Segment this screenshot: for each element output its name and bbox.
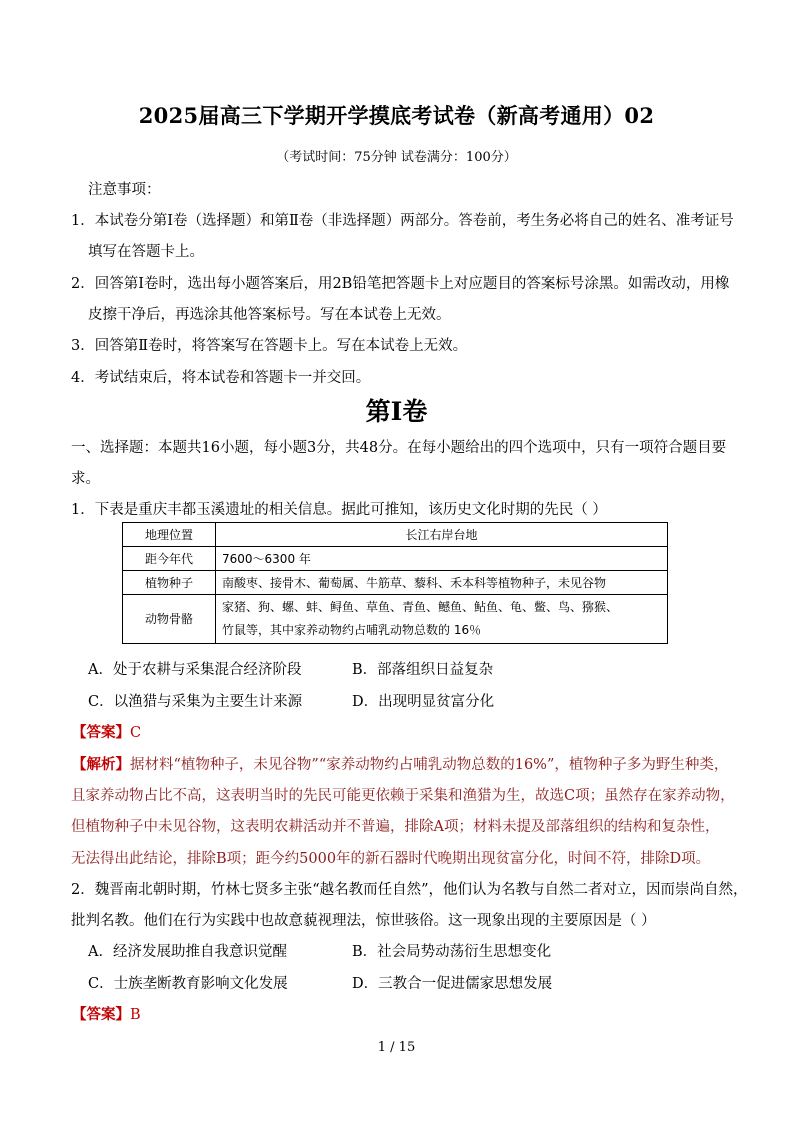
table-row: [123, 523, 668, 547]
notes-heading: 注意事项：: [88, 182, 161, 198]
q2-option-b: B．社会局势动荡衍生思想变化: [352, 944, 552, 960]
question-1-stem: 1．下表是重庆丰都玉溪遗址的相关信息。据此可推知，该历史文化时期的先民（ ）: [71, 502, 607, 518]
q1-analysis-line-2: 且家养动物占比不高，这表明当时的先民可能更依赖于采集和渔猎为生，故选C项；虽然存在家养动物，: [71, 788, 735, 804]
q2-option-c: C．士族垄断教育影响文化发展: [88, 976, 288, 992]
note-item-1-cont: 填写在答题卡上。: [88, 244, 204, 260]
question-2-stem: 2．魏晋南北朝时期，竹林七贤多主张“越名教而任自然”，他们认为名教与自然二者对立，因而崇尚自然，: [71, 882, 748, 898]
q1-analysis-line-1: [72, 753, 728, 774]
table-cell-label: 地理位置: [123, 523, 216, 547]
q1-analysis-line-4: 无法得出此结论，排除B项；距今约5000年的新石器时代晚期出现贫富分化，时间不符，排除D项。: [71, 851, 711, 867]
table-cell-value: 长江右岸台地: [216, 523, 668, 547]
q1-option-d: D．出现明显贫富分化: [352, 694, 495, 710]
q1-option-a: A．处于农耕与采集混合经济阶段: [88, 662, 302, 678]
exam-info: （考试时间：75分钟 试卷满分：100分）: [276, 150, 517, 165]
note-item-2-cont: 皮擦干净后，再选涂其他答案标号。写在本试卷上无效。: [88, 307, 451, 323]
table-row: [123, 595, 668, 644]
q1-analysis-line-3: 但植物种子中未见谷物，这表明农耕活动并不普遍，排除A项；材料未提及部落组织的结构和复杂性，: [71, 819, 720, 835]
answer-value: C: [130, 725, 142, 741]
analysis-tag: 【解析】: [72, 756, 130, 773]
note-item-1: 1．本试卷分第Ⅰ卷（选择题）和第Ⅱ卷（非选择题）两部分。答卷前，考生务必将自己的姓名、准考证号: [71, 213, 734, 229]
section-intro: 一、选择题：本题共16小题，每小题3分，共48分。在每小题给出的四个选项中，只有一项符合题目要: [71, 440, 727, 456]
q1-option-c: C．以渔猎与采集为主要生计来源: [88, 694, 303, 710]
answer-value: B: [130, 1007, 141, 1023]
table-cell-line: 竹鼠等，其中家养动物约占哺乳动物总数的 16％: [222, 623, 482, 637]
q2-option-a: A．经济发展助推自我意识觉醒: [88, 944, 287, 960]
q1-option-b: B．部落组织日益复杂: [352, 662, 494, 678]
table-cell-label: 距今年代: [123, 547, 216, 571]
analysis-text: 据材料“植物种子，未见谷物”“家养动物约占哺乳动物总数的16%”，植物种子多为野生种类，: [130, 757, 729, 773]
note-item-2: 2．回答第Ⅰ卷时，选出每小题答案后，用2B铅笔把答题卡上对应题目的答案标号涂黑。如需改动，用橡: [71, 276, 730, 292]
table-cell-label: 动物骨骼: [123, 595, 216, 644]
table-cell-line: 家猪、狗、螺、蚌、鲟鱼、草鱼、青鱼、鳡鱼、鲇鱼、龟、鳖、鸟、猕猴、: [222, 600, 619, 614]
note-item-3: 3．回答第Ⅱ卷时，将答案写在答题卡上。写在本试卷上无效。: [71, 338, 468, 354]
question-2-stem-cont: 批判名教。他们在行为实践中也故意藐视理法，惊世骇俗。这一现象出现的主要原因是（ ）: [71, 913, 656, 929]
table-row: [123, 571, 668, 595]
page-title: 2025届高三下学期开学摸底考试卷（新高考通用）02: [138, 103, 655, 128]
q1-answer: [72, 721, 141, 742]
page-number: 1 / 15: [377, 1040, 416, 1055]
site-info-table: [122, 522, 668, 644]
table-row: [123, 547, 668, 571]
table-cell-value: 南酸枣、接骨木、葡萄属、牛筋草、藜科、禾本科等植物种子，未见谷物: [216, 571, 668, 595]
table-cell-value: 7600～6300 年: [216, 547, 668, 571]
section-title: 第Ⅰ卷: [365, 397, 428, 426]
q2-answer: [72, 1003, 141, 1024]
note-item-4: 4．考试结束后，将本试卷和答题卡一并交回。: [71, 370, 371, 386]
section-intro-cont: 求。: [71, 471, 100, 487]
q2-option-d: D．三教合一促进儒家思想发展: [352, 976, 553, 992]
table-cell-label: 植物种子: [123, 571, 216, 595]
answer-tag: 【答案】: [72, 1006, 130, 1023]
table-cell-value: [216, 595, 668, 644]
answer-tag: 【答案】: [72, 724, 130, 741]
